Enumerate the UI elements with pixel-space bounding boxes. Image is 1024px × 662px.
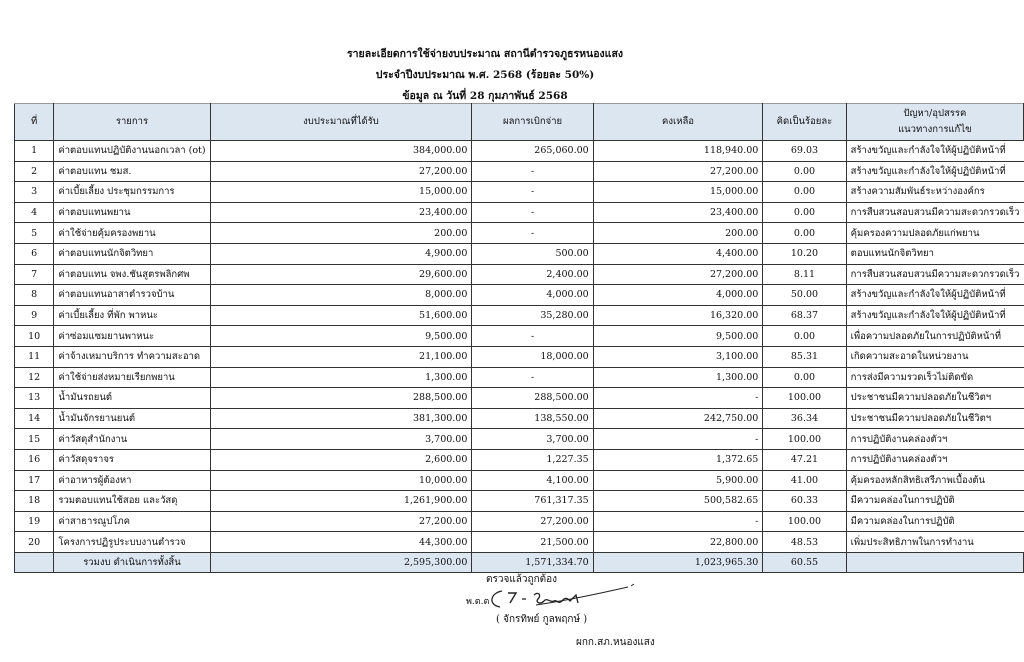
row-item: ค่าใช้จ่ายคุ้มครองพยาน — [54, 223, 210, 244]
row-percent: 69.03 — [763, 141, 846, 162]
row-remaining: 9,500.00 — [593, 326, 763, 347]
row-disbursed: 4,100.00 — [472, 470, 593, 491]
row-item: โครงการปฏิรูประบบงานตำรวจ — [54, 532, 210, 553]
row-item: ค่าสาธารณูปโภค — [54, 511, 210, 532]
row-budget: 2,600.00 — [210, 449, 472, 470]
row-disbursed: 265,060.00 — [472, 141, 593, 162]
row-remaining: 500,582.65 — [593, 491, 763, 512]
row-disbursed: 27,200.00 — [472, 511, 593, 532]
row-percent: 0.00 — [763, 182, 846, 203]
row-remaining: 1,300.00 — [593, 367, 763, 388]
row-item: ค่าตอบแทน จพง.ชันสูตรพลิกศพ — [54, 264, 210, 285]
table-row — [15, 408, 1024, 429]
row-no: 19 — [15, 511, 54, 532]
row-remaining: 242,750.00 — [593, 408, 763, 429]
total-no-cell — [15, 552, 54, 573]
row-disbursed: 18,000.00 — [472, 346, 593, 367]
table-body — [15, 141, 1024, 553]
data-date-line: ข้อมูล ณ วันที่ 28 กุมภาพันธ์ 2568 — [402, 90, 568, 102]
row-disbursed: 3,700.00 — [472, 429, 593, 450]
row-percent: 100.00 — [763, 388, 846, 409]
row-budget: 1,261,900.00 — [210, 491, 472, 512]
row-no: 9 — [15, 305, 54, 326]
row-no: 18 — [15, 491, 54, 512]
header-note-line2: แนวทางการแก้ไข — [898, 124, 972, 135]
row-note: สร้างขวัญและกำลังใจให้ผู้ปฏิบัติหน้าที่ — [846, 161, 1023, 182]
row-item: ค่าเบี้ยเลี้ยง ประชุมกรรมการ — [54, 182, 210, 203]
row-disbursed: 35,280.00 — [472, 305, 593, 326]
row-no: 2 — [15, 161, 54, 182]
row-no: 16 — [15, 449, 54, 470]
row-no: 5 — [15, 223, 54, 244]
row-budget: 200.00 — [210, 223, 472, 244]
row-disbursed: 138,550.00 — [472, 408, 593, 429]
row-remaining: - — [593, 429, 763, 450]
row-budget: 15,000.00 — [210, 182, 472, 203]
total-label: รวมงบ ดำเนินการทั้งสิ้น — [54, 552, 210, 573]
table-row — [15, 202, 1024, 223]
row-remaining: 4,000.00 — [593, 285, 763, 306]
row-note: มีความคล่องในการปฏิบัติ — [846, 491, 1023, 512]
row-item: ค่าวัสดุสำนักงาน — [54, 429, 210, 450]
table-row — [15, 491, 1024, 512]
row-budget: 3,700.00 — [210, 429, 472, 450]
row-disbursed: - — [472, 202, 593, 223]
row-no: 6 — [15, 243, 54, 264]
table-row — [15, 305, 1024, 326]
row-item: น้ำมันจักรยานยนต์ — [54, 408, 210, 429]
header-note — [846, 104, 1023, 141]
row-disbursed: - — [472, 326, 593, 347]
row-item: รวมตอบแทนใช้สอย และวัสดุ — [54, 491, 210, 512]
row-remaining: 22,800.00 — [593, 532, 763, 553]
row-budget: 10,000.00 — [210, 470, 472, 491]
header-note-line1: ปัญหา/อุปสรรค — [903, 108, 967, 119]
row-note: สร้างขวัญและกำลังใจให้ผู้ปฏิบัติหน้าที่ — [846, 141, 1023, 162]
total-note-cell — [846, 552, 1023, 573]
row-disbursed: - — [472, 161, 593, 182]
row-note: การส่งมีความรวดเร็วไม่ติดขัด — [846, 367, 1023, 388]
row-percent: 0.00 — [763, 223, 846, 244]
row-note: การปฏิบัติงานคล่องตัวฯ — [846, 449, 1023, 470]
row-disbursed: - — [472, 223, 593, 244]
fiscal-year-line: ประจำปีงบประมาณ พ.ศ. 2568 (ร้อยละ 50%) — [375, 69, 595, 81]
table-row — [15, 264, 1024, 285]
row-item: ค่าตอบแทนนักจิตวิทยา — [54, 243, 210, 264]
row-disbursed: 1,227.35 — [472, 449, 593, 470]
row-item: ค่าตอบแทน ชมส. — [54, 161, 210, 182]
row-percent: 10.20 — [763, 243, 846, 264]
row-item: ค่าซ่อมแซมยานพาหนะ — [54, 326, 210, 347]
row-no: 17 — [15, 470, 54, 491]
row-remaining: 5,900.00 — [593, 470, 763, 491]
row-disbursed: 21,500.00 — [472, 532, 593, 553]
signer-name: ( จักรทิพย์ กูลพฤกษ์ ) — [496, 614, 588, 625]
row-no: 15 — [15, 429, 54, 450]
verified-text: ตรวจแล้วถูกต้อง — [486, 574, 558, 585]
row-remaining: 15,000.00 — [593, 182, 763, 203]
row-item: น้ำมันรถยนต์ — [54, 388, 210, 409]
row-percent: 0.00 — [763, 326, 846, 347]
table-row — [15, 182, 1024, 203]
row-note: ประชาชนมีความปลอดภัยในชีวิตฯ — [846, 408, 1023, 429]
row-note: เพื่อความปลอดภัยในการปฏิบัติหน้าที่ — [846, 326, 1023, 347]
row-percent: 47.21 — [763, 449, 846, 470]
row-note: เพิ่มประสิทธิภาพในการทำงาน — [846, 532, 1023, 553]
row-percent: 36.34 — [763, 408, 846, 429]
total-remaining: 1,023,965.30 — [593, 552, 763, 573]
table-row — [15, 449, 1024, 470]
header-item: รายการ — [54, 104, 210, 141]
report-title: รายละเอียดการใช้จ่ายงบประมาณ สถานีตำรวจภูธรหนองแสง — [347, 48, 623, 60]
row-no: 20 — [15, 532, 54, 553]
row-note: เกิดความสะอาดในหน่วยงาน — [846, 346, 1023, 367]
row-remaining: 27,200.00 — [593, 161, 763, 182]
header-budget: งบประมาณที่ได้รับ — [210, 104, 472, 141]
row-remaining: 118,940.00 — [593, 141, 763, 162]
signature-image — [488, 583, 638, 611]
row-percent: 41.00 — [763, 470, 846, 491]
row-disbursed: 2,400.00 — [472, 264, 593, 285]
row-budget: 1,300.00 — [210, 367, 472, 388]
row-no: 13 — [15, 388, 54, 409]
row-item: ค่าตอบแทนปฏิบัติงานนอกเวลา (ot) — [54, 141, 210, 162]
row-budget: 9,500.00 — [210, 326, 472, 347]
row-remaining: 4,400.00 — [593, 243, 763, 264]
row-no: 12 — [15, 367, 54, 388]
row-percent: 100.00 — [763, 429, 846, 450]
row-note: สร้างขวัญและกำลังใจให้ผู้ปฏิบัติหน้าที่ — [846, 305, 1023, 326]
row-remaining: 200.00 — [593, 223, 763, 244]
table-row — [15, 223, 1024, 244]
row-percent: 0.00 — [763, 202, 846, 223]
header-percent: คิดเป็นร้อยละ — [763, 104, 846, 141]
table-row — [15, 243, 1024, 264]
table-row — [15, 326, 1024, 347]
row-percent: 50.00 — [763, 285, 846, 306]
total-row — [15, 552, 1024, 573]
row-note: มีความคล่องในการปฏิบัติ — [846, 511, 1023, 532]
row-budget: 288,500.00 — [210, 388, 472, 409]
header-no: ที่ — [15, 104, 54, 141]
row-note: การสืบสวนสอบสวนมีความสะดวกรวดเร็ว — [846, 202, 1023, 223]
table-row — [15, 346, 1024, 367]
row-note: การสืบสวนสอบสวนมีความสะดวกรวดเร็ว — [846, 264, 1023, 285]
row-no: 8 — [15, 285, 54, 306]
row-note: การปฏิบัติงานคล่องตัวฯ — [846, 429, 1023, 450]
row-item: ค่าจ้างเหมาบริการ ทำความสะอาด — [54, 346, 210, 367]
row-item: ค่าตอบแทนพยาน — [54, 202, 210, 223]
table-row — [15, 388, 1024, 409]
row-budget: 23,400.00 — [210, 202, 472, 223]
row-disbursed: - — [472, 367, 593, 388]
total-percent: 60.55 — [763, 552, 846, 573]
signer-rank: พ.ต.ต — [466, 597, 490, 607]
row-percent: 48.53 — [763, 532, 846, 553]
row-note: คุ้มครองหลักสิทธิเสรีภาพเบื้องต้น — [846, 470, 1023, 491]
row-disbursed: - — [472, 182, 593, 203]
row-no: 3 — [15, 182, 54, 203]
table-row — [15, 285, 1024, 306]
row-budget: 51,600.00 — [210, 305, 472, 326]
table-row — [15, 367, 1024, 388]
row-note: ตอบแทนนักจิตวิทยา — [846, 243, 1023, 264]
row-budget: 44,300.00 — [210, 532, 472, 553]
row-item: ค่าตอบแทนอาสาตำรวจบ้าน — [54, 285, 210, 306]
row-item: ค่าใช้จ่ายส่งหมายเรียกพยาน — [54, 367, 210, 388]
row-percent: 0.00 — [763, 367, 846, 388]
row-percent: 85.31 — [763, 346, 846, 367]
table-row — [15, 141, 1024, 162]
row-remaining: - — [593, 388, 763, 409]
row-no: 4 — [15, 202, 54, 223]
row-disbursed: 500.00 — [472, 243, 593, 264]
row-item: ค่าเบี้ยเลี้ยง ที่พัก พาหนะ — [54, 305, 210, 326]
row-budget: 381,300.00 — [210, 408, 472, 429]
row-no: 14 — [15, 408, 54, 429]
row-budget: 384,000.00 — [210, 141, 472, 162]
row-disbursed: 4,000.00 — [472, 285, 593, 306]
row-percent: 0.00 — [763, 161, 846, 182]
total-budget: 2,595,300.00 — [210, 552, 472, 573]
row-no: 11 — [15, 346, 54, 367]
row-note: คุ้มครองความปลอดภัยแก่พยาน — [846, 223, 1023, 244]
budget-table — [14, 103, 1024, 573]
row-no: 1 — [15, 141, 54, 162]
signer-position: ผกก.สภ.หนองแสง — [576, 637, 655, 648]
report-title-block — [0, 44, 970, 107]
row-no: 10 — [15, 326, 54, 347]
row-note: สร้างความสัมพันธ์ระหว่างองค์กร — [846, 182, 1023, 203]
row-remaining: 27,200.00 — [593, 264, 763, 285]
row-percent: 8.11 — [763, 264, 846, 285]
table-row — [15, 161, 1024, 182]
table-row — [15, 429, 1024, 450]
row-budget: 27,200.00 — [210, 161, 472, 182]
row-budget: 4,900.00 — [210, 243, 472, 264]
row-percent: 100.00 — [763, 511, 846, 532]
row-remaining: 1,372.65 — [593, 449, 763, 470]
row-budget: 27,200.00 — [210, 511, 472, 532]
row-budget: 21,100.00 — [210, 346, 472, 367]
total-disbursed: 1,571,334.70 — [472, 552, 593, 573]
table-row — [15, 511, 1024, 532]
row-note: สร้างขวัญและกำลังใจให้ผู้ปฏิบัติหน้าที่ — [846, 285, 1023, 306]
row-percent: 60.33 — [763, 491, 846, 512]
row-remaining: - — [593, 511, 763, 532]
row-remaining: 3,100.00 — [593, 346, 763, 367]
row-remaining: 16,320.00 — [593, 305, 763, 326]
row-percent: 68.37 — [763, 305, 846, 326]
header-remaining: คงเหลือ — [593, 104, 763, 141]
row-no: 7 — [15, 264, 54, 285]
row-budget: 8,000.00 — [210, 285, 472, 306]
row-item: ค่าวัสดุจราจร — [54, 449, 210, 470]
row-budget: 29,600.00 — [210, 264, 472, 285]
table-header-row — [15, 104, 1024, 141]
row-item: ค่าอาหารผู้ต้องหา — [54, 470, 210, 491]
header-disbursed: ผลการเบิกจ่าย — [472, 104, 593, 141]
table-row — [15, 532, 1024, 553]
row-note: ประชาชนมีความปลอดภัยในชีวิตฯ — [846, 388, 1023, 409]
row-disbursed: 761,317.35 — [472, 491, 593, 512]
row-remaining: 23,400.00 — [593, 202, 763, 223]
table-row — [15, 470, 1024, 491]
row-disbursed: 288,500.00 — [472, 388, 593, 409]
